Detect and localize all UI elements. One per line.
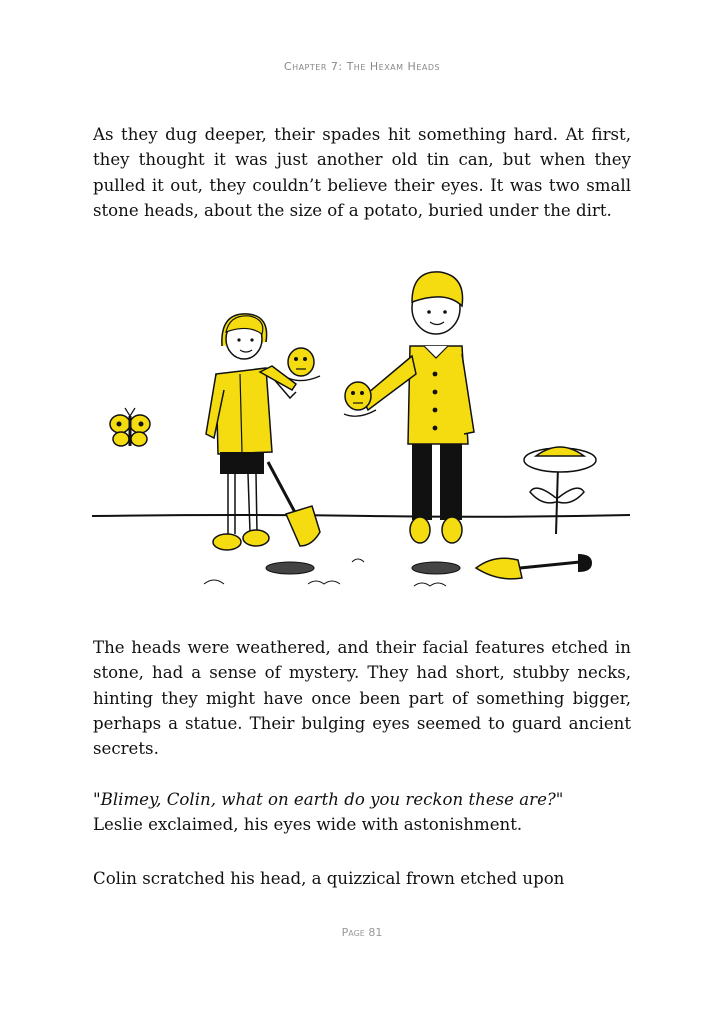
ground-line bbox=[92, 515, 630, 517]
paragraph-1: As they dug deeper, their spades hit something hard. At first, they thought it was just another old tin can, but when they pulled it out, they couldn’t believe their eyes. It was two small stone heads, about the size of a potato, buried under the dirt. bbox=[93, 125, 631, 220]
dug-hole bbox=[412, 562, 460, 574]
running-header: Chapter 7: The Hexam Heads bbox=[283, 60, 441, 73]
daisy-flower-icon bbox=[524, 447, 596, 534]
spade-left bbox=[268, 462, 320, 546]
dialogue-quote: "Blimey, Colin, what on earth do you reckon these are?" bbox=[93, 790, 564, 809]
butterfly-icon bbox=[110, 408, 150, 446]
spade-on-ground bbox=[476, 554, 592, 579]
dug-hole bbox=[266, 562, 314, 574]
paragraph-2: The heads were weathered, and their facial features etched in stone, had a sense of mystery. They had short, stubby necks, hinting they might have once been part of something bigger, perhaps a statue. Their bulging eyes seemed to guard ancient secrets. bbox=[93, 638, 631, 759]
illustration-boys-with-stone-heads bbox=[90, 262, 640, 602]
dialogue-attribution: Leslie exclaimed, his eyes wide with astonishment. bbox=[93, 815, 523, 835]
boy-right bbox=[344, 272, 474, 543]
paragraph-4: Colin scratched his head, a quizzical frown etched upon bbox=[93, 869, 565, 888]
paragraph-3 bbox=[93, 787, 631, 838]
page-number: Page 81 bbox=[341, 926, 383, 939]
